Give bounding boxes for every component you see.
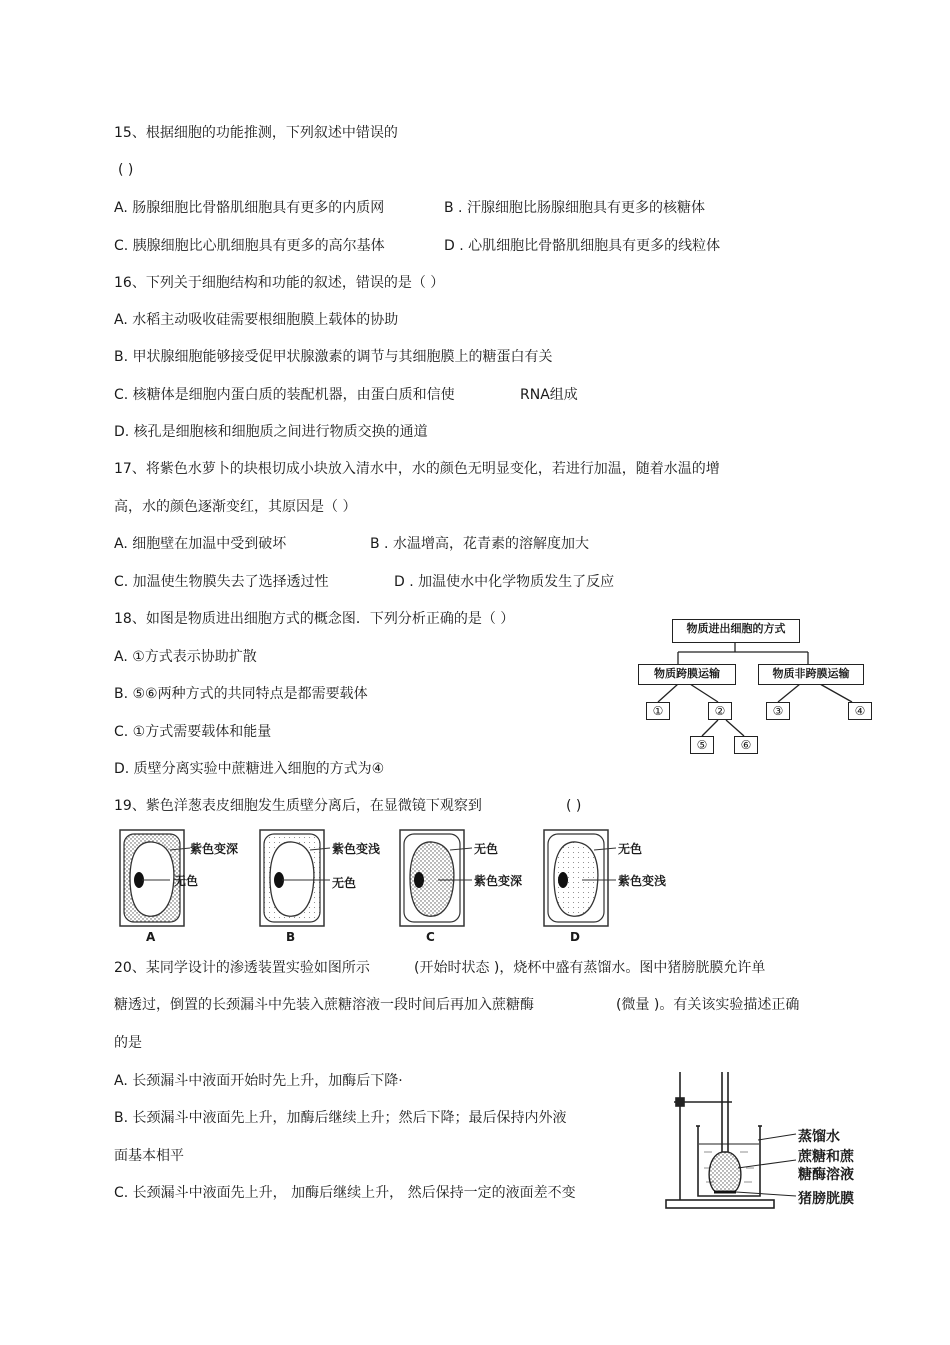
q17-option-d: D . 加温使水中化学物质发生了反应 <box>394 574 615 590</box>
diagram-transmembrane-box: 物质跨膜运输 <box>638 664 736 685</box>
apparatus-water-label: 蒸馏水 <box>798 1129 840 1145</box>
q16-stem: 16、下列关于细胞结构和功能的叙述，错误的是（ ） <box>114 275 445 291</box>
q18-option-b: B. ⑤⑥两种方式的共同特点是都需要载体 <box>114 686 368 702</box>
cell-b-top-label: 紫色变浅 <box>332 842 381 856</box>
q20-stem-line2a: 糖透过，倒置的长颈漏斗中先装入蔗糖溶液一段时间后再加入蔗糖酶 <box>114 997 534 1013</box>
cell-d-top-label: 无色 <box>618 842 643 856</box>
q15-option-c: C. 胰腺细胞比心肌细胞具有更多的高尔基体 <box>114 238 385 254</box>
q20-stem-line3: 的是 <box>114 1035 142 1051</box>
q18-stem: 18、如图是物质进出细胞方式的概念图．下列分析正确的是（ ） <box>114 611 515 627</box>
cell-a-top-label: 紫色变深 <box>190 842 239 856</box>
q17-stem-line1: 17、将紫色水萝卜的块根切成小块放入清水中，水的颜色无明显变化，若进行加温，随着水温的增 <box>114 461 720 477</box>
q15-option-a: A. 肠腺细胞比骨骼肌细胞具有更多的内质网 <box>114 200 385 216</box>
q15-answer-paren: ( ) <box>118 162 134 178</box>
diagram-node-6: ⑥ <box>734 736 758 754</box>
q18-option-d: D. 质壁分离实验中蔗糖进入细胞的方式为④ <box>114 761 385 777</box>
diagram-node-1: ① <box>646 702 670 720</box>
q17-option-a: A. 细胞壁在加温中受到破坏 <box>114 536 287 552</box>
cell-b-caption: B <box>286 930 296 944</box>
diagram-node-2: ② <box>708 702 732 720</box>
cell-c-top-label: 无色 <box>474 842 499 856</box>
diagram-root-box: 物质进出细胞的方式 <box>672 619 800 643</box>
q20-stem-line1a: 20、某同学设计的渗透装置实验如图所示 <box>114 960 370 976</box>
q17-option-c: C. 加温使生物膜失去了选择透过性 <box>114 574 329 590</box>
diagram-node-5: ⑤ <box>690 736 714 754</box>
cell-d-caption: D <box>570 930 580 944</box>
q15-option-d: D . 心肌细胞比骨骼肌细胞具有更多的线粒体 <box>444 238 721 254</box>
q15-option-b: B . 汗腺细胞比肠腺细胞具有更多的核糖体 <box>444 200 705 216</box>
q19-stem: 19、紫色洋葱表皮细胞发生质壁分离后，在显微镜下观察到 <box>114 798 482 814</box>
q20-option-b: B. 长颈漏斗中液面先上升，加酶后继续上升；然后下降；最后保持内外液 <box>114 1110 567 1126</box>
cell-diagram-d <box>542 826 692 948</box>
cell-c-bottom-label: 紫色变深 <box>474 874 523 888</box>
q20-stem-line1b: (开始时状态 )，烧杯中盛有蒸馏水。图中猪膀胱膜允许单 <box>414 960 766 976</box>
transport-concept-diagram <box>630 612 880 760</box>
q20-option-c: C. 长颈漏斗中液面先上升， 加酶后继续上升， 然后保持一定的液面差不变 <box>114 1185 576 1201</box>
apparatus-solution-label-2: 糖酶溶液 <box>798 1167 854 1183</box>
cell-d-bottom-label: 紫色变浅 <box>618 874 667 888</box>
cell-diagram-c <box>398 826 538 948</box>
q15-stem: 15、根据细胞的功能推测，下列叙述中错误的 <box>114 125 398 141</box>
q19-answer-paren: ( ) <box>566 798 582 814</box>
cell-c-caption: C <box>426 930 435 944</box>
diagram-node-3: ③ <box>766 702 790 720</box>
q16-option-b: B. 甲状腺细胞能够接受促甲状腺激素的调节与其细胞膜上的糖蛋白有关 <box>114 349 553 365</box>
q17-stem-line2: 高，水的颜色逐渐变红，其原因是（ ） <box>114 499 357 515</box>
apparatus-solution-label-1: 蔗糖和蔗 <box>798 1149 854 1165</box>
q20-option-a: A. 长颈漏斗中液面开始时先上升，加酶后下降· <box>114 1073 403 1089</box>
q20-stem-line2b: (微量 )。有关该实验描述正确 <box>616 997 800 1013</box>
q16-option-d: D. 核孔是细胞核和细胞质之间进行物质交换的通道 <box>114 424 428 440</box>
q16-option-a: A. 水稻主动吸收硅需要根细胞膜上载体的协助 <box>114 312 399 328</box>
cell-b-bottom-label: 无色 <box>332 876 357 890</box>
q17-option-b: B . 水温增高，花青素的溶解度加大 <box>370 536 589 552</box>
cell-a-caption: A <box>146 930 156 944</box>
osmosis-apparatus-diagram <box>660 1068 870 1214</box>
q18-option-c: C. ①方式需要载体和能量 <box>114 724 272 740</box>
diagram-non-transmembrane-box: 物质非跨膜运输 <box>758 664 864 685</box>
q20-option-b-cont: 面基本相平 <box>114 1148 184 1164</box>
q16-option-c: C. 核糖体是细胞内蛋白质的装配机器，由蛋白质和信使 <box>114 387 455 403</box>
apparatus-membrane-label: 猪膀胱膜 <box>798 1191 854 1207</box>
q18-option-a: A. ①方式表示协助扩散 <box>114 649 257 665</box>
cell-a-bottom-label: 无色 <box>174 874 199 888</box>
q16-option-c-tail: RNA组成 <box>520 387 578 403</box>
cell-diagram-b <box>258 826 398 948</box>
cell-d-drawing <box>542 826 692 948</box>
diagram-node-4: ④ <box>848 702 872 720</box>
cell-diagram-a <box>118 826 258 948</box>
